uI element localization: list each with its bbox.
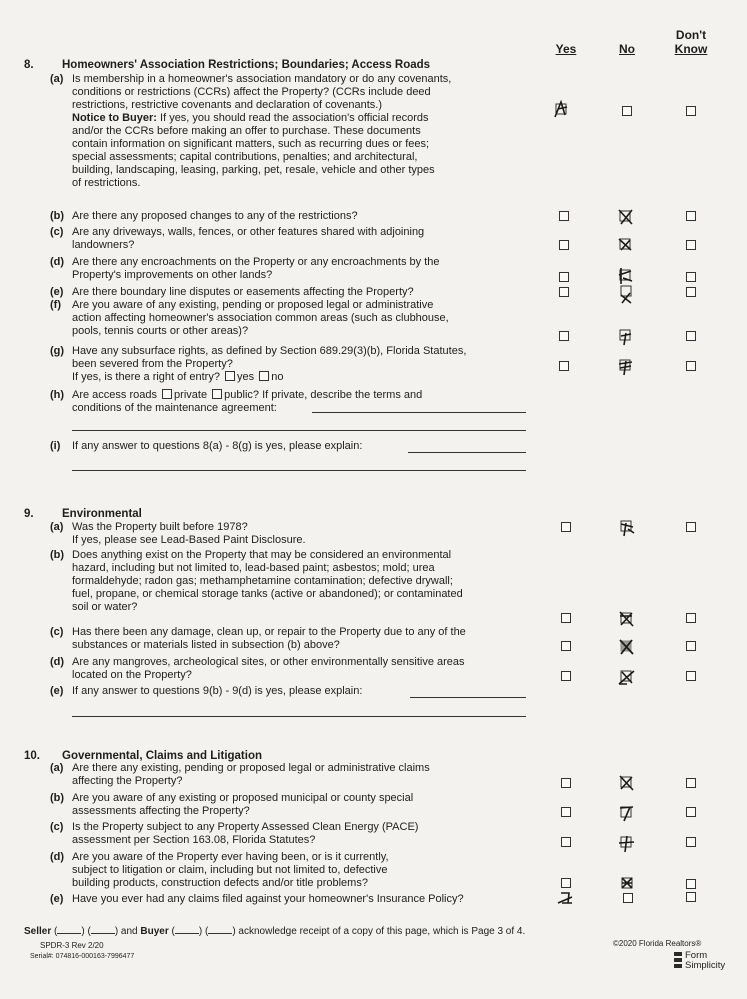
serial-number: Serial#: 074816-000163-7996477 [30, 953, 135, 960]
q10d-dontknow-checkbox[interactable] [686, 879, 696, 889]
section-9-number: 9. [24, 508, 34, 520]
q9a-dontknow-checkbox[interactable] [686, 522, 696, 532]
q9c-dontknow-checkbox[interactable] [686, 641, 696, 651]
q8f-dontknow-checkbox[interactable] [686, 331, 696, 341]
q8c-dontknow-checkbox[interactable] [686, 240, 696, 250]
q9e-text: If any answer to questions 9(b) - 9(d) is yes, please explain: [72, 685, 363, 697]
q10b-label: (b) [50, 792, 65, 804]
q10c-yes-checkbox[interactable] [561, 837, 571, 847]
q9c-yes-checkbox[interactable] [561, 641, 571, 651]
section-10-title: Governmental, Claims and Litigation [62, 750, 263, 762]
q10d-yes-checkbox[interactable] [561, 878, 571, 888]
q10b-dontknow-checkbox[interactable] [686, 807, 696, 817]
q10a-yes-checkbox[interactable] [561, 778, 571, 788]
q8i-label: (i) [50, 440, 61, 452]
q8d-dontknow-checkbox[interactable] [686, 272, 696, 282]
q8h-answer-line-1[interactable] [312, 412, 526, 413]
q9b-text: Does anything exist on the Property that may be considered an environmental hazard, including but not limited to, lead-based paint; asbestos; mold; urea formaldehyde; radon gas; methamphetamine contamination; defective drywall; fuel, propane, or chemical storage tanks (active or abandoned); or contaminated soil or water? [72, 549, 463, 613]
q10c-no-checked[interactable] [618, 834, 636, 852]
copyright: ©2020 Florida Realtors® [613, 939, 702, 948]
q8f-no-checked[interactable] [617, 327, 635, 345]
formsimplicity-logo: Form Simplicity [674, 951, 724, 977]
q8i-answer-line-1[interactable] [408, 452, 526, 453]
q9b-no-checked[interactable] [618, 610, 636, 628]
q9a-label: (a) [50, 521, 64, 533]
q8h-public-checkbox[interactable] [212, 389, 222, 399]
q8b-yes-checkbox[interactable] [559, 211, 569, 221]
q8f-text: Are you aware of any existing, pending or proposed legal or administrative action affecting homeowner's association common areas (such as clubhouse, pools, tennis courts or other areas)? [72, 299, 449, 337]
q10b-text: Are you aware of any existing or proposed municipal or county special assessments affecting the Property? [72, 792, 414, 817]
q8d-label: (d) [50, 256, 65, 268]
q10e-label: (e) [50, 893, 64, 905]
q10a-text: Are there any existing, pending or proposed legal or administrative claims affecting the Property? [72, 762, 430, 787]
q8g-dontknow-checkbox[interactable] [686, 361, 696, 371]
q9b-yes-checkbox[interactable] [561, 613, 571, 623]
section-10-number: 10. [24, 750, 40, 762]
q10d-label: (d) [50, 851, 65, 863]
q9a-yes-checkbox[interactable] [561, 522, 571, 532]
q8g-yes-checkbox[interactable] [559, 361, 569, 371]
q10e-yes-checked[interactable] [556, 889, 574, 907]
q8d-text: Are there any encroachments on the Property or any encroachments by the Property's improvements on other lands? [72, 256, 440, 281]
q8e-yes-checkbox[interactable] [559, 287, 569, 297]
q10d-no-checked[interactable] [619, 875, 637, 893]
section-8-number: 8. [24, 59, 34, 71]
section-8-title: Homeowners' Association Restrictions; Boundaries; Access Roads [62, 59, 431, 71]
q8a-yes-checked[interactable] [553, 101, 571, 119]
seller-initials-1[interactable] [57, 933, 81, 934]
q8b-label: (b) [50, 210, 65, 222]
q8e-label: (e) [50, 286, 64, 298]
q10c-dontknow-checkbox[interactable] [686, 837, 696, 847]
q8g-entry-no-checkbox[interactable] [259, 371, 269, 381]
q8g-text: Have any subsurface rights, as defined by Section 689.29(3)(b), Florida Statutes, been severed from the Property? If yes, is there a right of entry? yes no [72, 345, 467, 383]
footer-acknowledgement: Seller ( ) ( ) and Buyer ( ) ( ) acknowledge receipt of a copy of this page, which is Page 3 of 4. [24, 926, 526, 937]
q8i-text: If any answer to questions 8(a) - 8(g) is yes, please explain: [72, 440, 363, 452]
q8b-text: Are there any proposed changes to any of the restrictions? [72, 210, 358, 222]
q9e-answer-line-2[interactable] [72, 716, 526, 717]
q9d-yes-checkbox[interactable] [561, 671, 571, 681]
q8d-yes-checkbox[interactable] [559, 272, 569, 282]
q9a-text: Was the Property built before 1978? If yes, please see Lead-Based Paint Disclosure. [72, 521, 306, 546]
q8e-dontknow-checkbox[interactable] [686, 287, 696, 297]
q10e-dontknow-checkbox[interactable] [686, 892, 696, 902]
q9b-dontknow-checkbox[interactable] [686, 613, 696, 623]
q8h-text: Are access roads private public? If private, describe the terms and conditions of the maintenance agreement: [72, 389, 423, 414]
q9d-label: (d) [50, 656, 65, 668]
column-header-no: No [619, 42, 635, 56]
q10b-yes-checkbox[interactable] [561, 807, 571, 817]
q10e-text: Have you ever had any claims filed against your homeowner's Insurance Policy? [72, 893, 464, 905]
q9c-no-checked[interactable] [618, 638, 636, 656]
section-9-title: Environmental [62, 508, 142, 520]
q8c-no-checked[interactable] [617, 236, 635, 254]
q8b-dontknow-checkbox[interactable] [686, 211, 696, 221]
q8g-entry-yes-checkbox[interactable] [225, 371, 235, 381]
q10d-text: Are you aware of the Property ever having been, or is it currently, subject to litigation or claim, including but not limited to, defective building products, construction defects and/or title problems? [72, 851, 389, 889]
q10a-dontknow-checkbox[interactable] [686, 778, 696, 788]
q8h-label: (h) [50, 389, 65, 401]
q8a-label: (a) [50, 73, 64, 85]
q9e-label: (e) [50, 685, 64, 697]
q8d-no-checked[interactable] [617, 267, 635, 285]
q8f-yes-checkbox[interactable] [559, 331, 569, 341]
q8b-no-checked[interactable] [618, 208, 636, 226]
q9e-answer-line-1[interactable] [410, 697, 526, 698]
q10a-label: (a) [50, 762, 64, 774]
q9d-dontknow-checkbox[interactable] [686, 671, 696, 681]
q10e-no-checkbox[interactable] [623, 893, 633, 903]
q8c-yes-checkbox[interactable] [559, 240, 569, 250]
seller-initials-2[interactable] [91, 933, 115, 934]
q8g-label: (g) [50, 345, 65, 357]
q8h-answer-line-2[interactable] [72, 430, 526, 431]
q8a-no-checkbox[interactable] [622, 106, 632, 116]
column-header-yes: Yes [555, 42, 577, 56]
q8e-no-checked[interactable] [618, 285, 636, 303]
document-stack-icon [674, 952, 683, 970]
form-id: SPDR-3 Rev 2/20 [40, 941, 104, 950]
buyer-initials-2[interactable] [208, 933, 232, 934]
q8f-label: (f) [50, 299, 61, 311]
q8i-answer-line-2[interactable] [72, 470, 526, 471]
q8c-label: (c) [50, 226, 64, 238]
q8c-text: Are any driveways, walls, fences, or other features shared with adjoining landowners? [72, 226, 425, 251]
q9d-no-checked[interactable] [618, 668, 636, 686]
q10a-no-checked[interactable] [618, 774, 636, 792]
q9d-text: Are any mangroves, archeological sites, or other environmentally sensitive areas located on the Property? [72, 656, 465, 681]
q9c-text: Has there been any damage, clean up, or repair to the Property due to any of the substances or materials listed in subsection (b) above? [72, 626, 466, 651]
q10b-no-checked[interactable] [618, 804, 636, 822]
q9a-no-checked[interactable] [618, 519, 636, 537]
column-header-dont-know: Don't Know [674, 28, 708, 56]
q10c-text: Is the Property subject to any Property Assessed Clean Energy (PACE) assessment per Section 163.08, Florida Statutes? [72, 821, 419, 846]
q10c-label: (c) [50, 821, 64, 833]
q8a-text: Is membership in a homeowner's association mandatory or do any covenants, conditions or restrictions (CCRs) affect the Property? (CCRs include deed restrictions, restrictive covenants and declaration of covenants.) Notice to Buyer: If yes, you should read the association's official records and/or the CCRs before making an offer to purchase. These documents contain information on significant matters, such as recurring dues or fees; special assessments; capital contributions, penalties; and architectural, building, landscaping, leasing, parking, pet, resale, vehicle and other types of restrictions. [72, 73, 452, 189]
q8h-private-checkbox[interactable] [162, 389, 172, 399]
q8a-dontknow-checkbox[interactable] [686, 106, 696, 116]
buyer-initials-1[interactable] [175, 933, 199, 934]
q9c-label: (c) [50, 626, 64, 638]
q9b-label: (b) [50, 549, 65, 561]
q8g-no-checked[interactable] [617, 357, 635, 375]
q8e-text: Are there boundary line disputes or easements affecting the Property? [72, 286, 414, 298]
